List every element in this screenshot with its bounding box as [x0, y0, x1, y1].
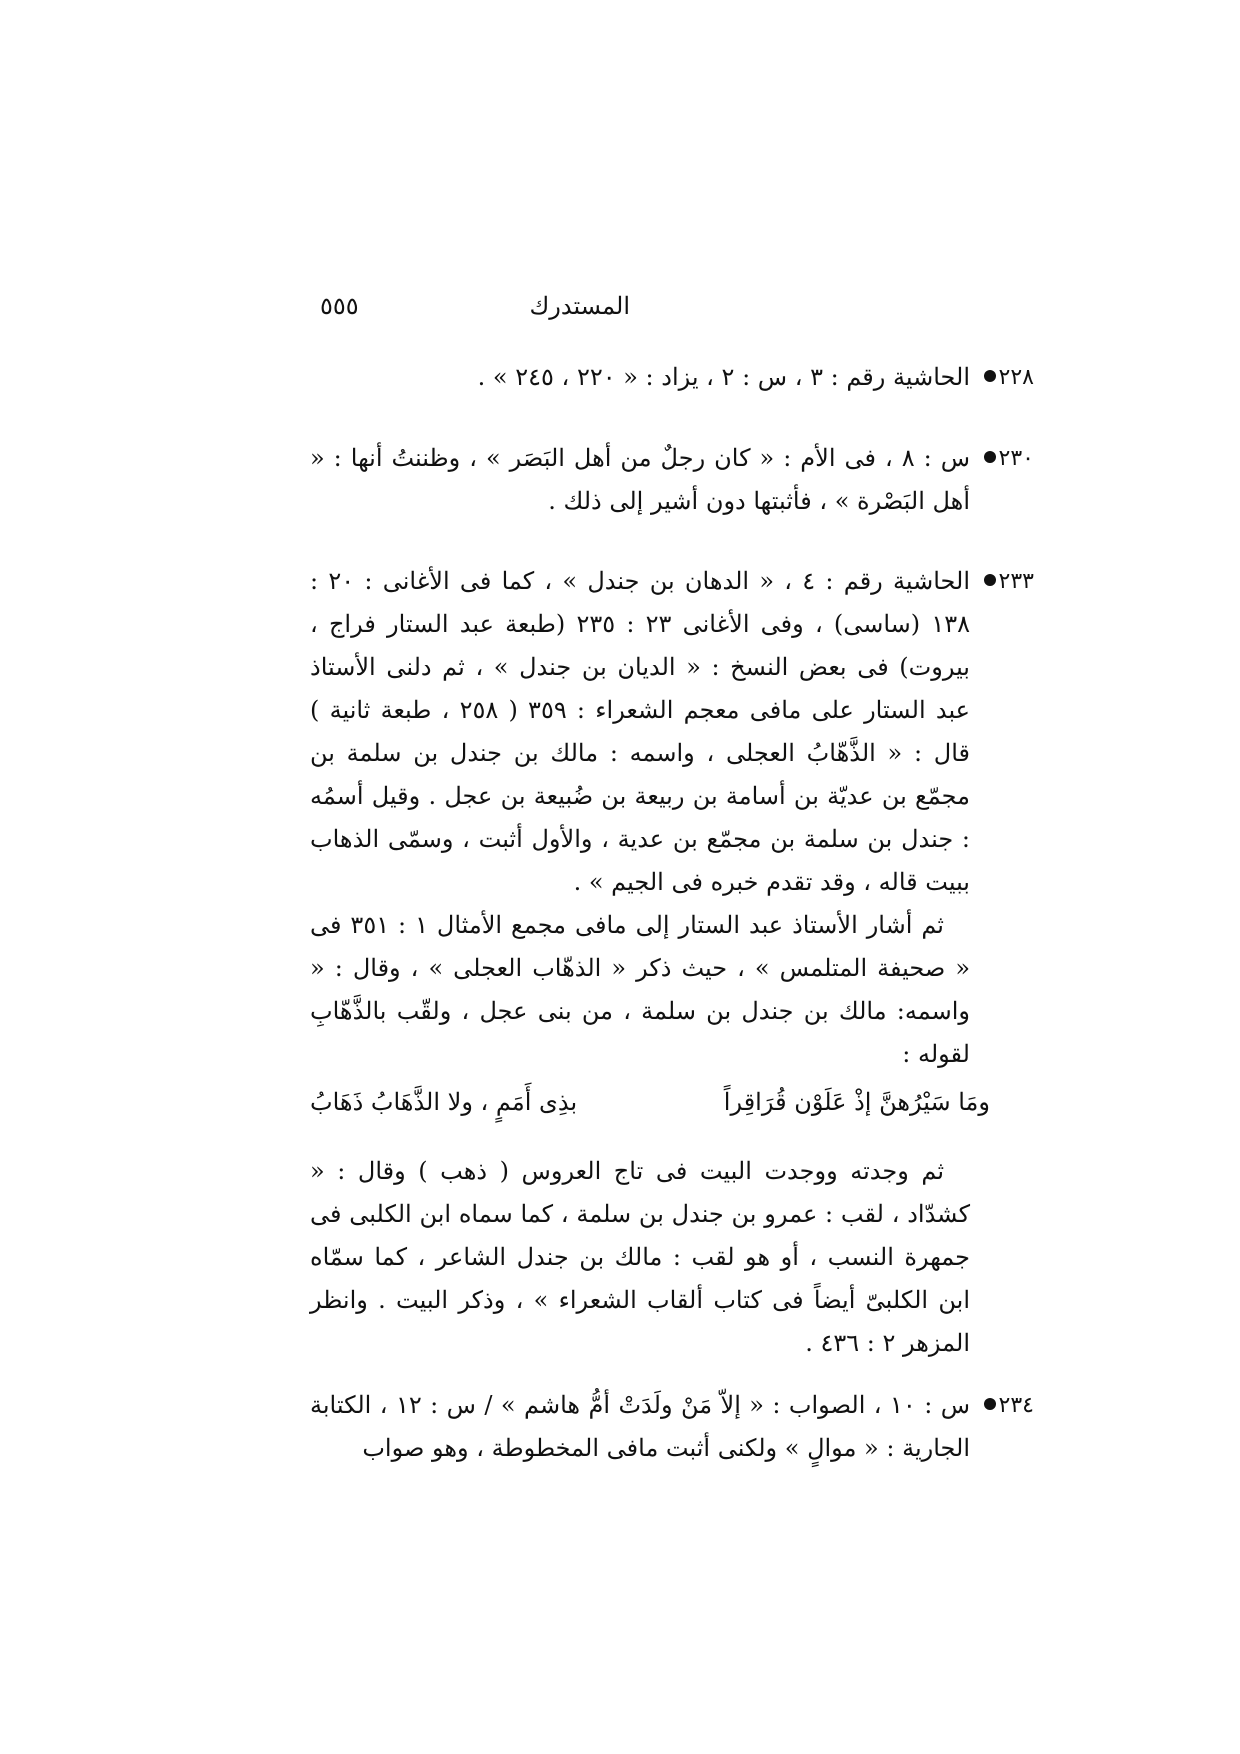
- entry-text: س : ٨ ، فى الأم : « كان رجلٌ من أهل البَصَر » ، وظننتُ أنها : « أهل البَصْرة » ، فأثبتها دون أشير إلى ذلك .: [310, 444, 970, 515]
- bullet-icon: [984, 370, 996, 382]
- entry-text: س : ١٠ ، الصواب : « إلاّ مَنْ ولَدَتْ أمُّ هاشم » / س : ١٢ ، الكتابة الجارية : « موالٍ » ولكنى أثبت مافى المخطوطة ، وهو صواب: [310, 1391, 971, 1462]
- poem-verse: [310, 1076, 990, 1128]
- entry-number: ٢٣٣: [998, 569, 1034, 594]
- entry-number: ٢٢٨: [998, 365, 1034, 390]
- entry-paragraph: ثم أشار الأستاذ عبد الستار إلى مافى مجمع الأمثال ١ : ٣٥١ فى « صحيفة المتلمس » ، حيث ذكر « الذهّاب العجلى » ، وقال : « واسمه: مالك بن جندل بن سلمة ، من بنى عجل ، ولقّب بالذَّهّابِ لقوله :: [310, 911, 970, 1068]
- bullet-icon: [984, 1398, 996, 1410]
- entry-paragraph: الحاشية رقم : ٤ ، « الدهان بن جندل » ، كما فى الأغانى : ٢٠ : ١٣٨ (ساسى) ، وفى الأغانى ٢٣ : ٢٣٥ (طبعة عبد الستار فراج ، بيروت) فى بعض النسخ : « الديان بن جندل » ، ثم دلنى الأستاذ عبد الستار على مافى معجم الشعراء : ٣٥٩ ( ٢٥٨ ، طبعة ثانية ) قال : « الذَّهّابُ العجلى ، واسمه : مالك بن جندل بن سلمة بن مجمّع بن عديّة بن أسامة بن ربيعة بن ضُبيعة بن عجل . وقيل أسمُه : جندل بن سلمة بن مجمّع بن عدية ، والأول أثبت ، وسمّى الذهاب ببيت قاله ، وقد تقدم خبره فى الجيم » .: [310, 567, 971, 896]
- page-number: ٥٥٥: [320, 292, 359, 320]
- running-header: [320, 292, 920, 332]
- note-entry-234: [310, 1384, 1034, 1470]
- entry-paragraph: ثم وجدته ووجدت البيت فى تاج العروس ( ذهب ) وقال : « كشدّاد ، لقب : عمرو بن جندل بن سلمة ، كما سماه ابن الكلبى فى جمهرة النسب ، أو هو لقب : مالك بن جندل الشاعر ، كما سمّاه ابن الكلبىّ أيضاً فى كتاب ألقاب الشعراء » ، وذكر البيت . وانظر المزهر ٢ : ٤٣٦ .: [310, 1157, 970, 1357]
- entry-number: ٢٣٠: [998, 446, 1034, 471]
- entry-number: ٢٣٤: [998, 1393, 1034, 1418]
- running-title: المستدرك: [529, 292, 630, 320]
- verse-first-hemistich: ومَا سَيْرُهنَّ إذْ عَلَوْن قُرَاقِراً: [723, 1088, 990, 1116]
- bullet-icon: [984, 574, 996, 586]
- note-entry-230: [310, 437, 1034, 523]
- note-entry-233: [310, 560, 1034, 1365]
- bullet-icon: [984, 451, 996, 463]
- note-entry-228: [310, 356, 1034, 399]
- verse-second-hemistich: بذِى أَمَمٍ ، ولا الذَّهَابُ ذَهَابُ: [310, 1088, 578, 1116]
- entry-text: الحاشية رقم : ٣ ، س : ٢ ، يزاد : « ٢٢٠ ، ٢٤٥ » .: [477, 363, 970, 391]
